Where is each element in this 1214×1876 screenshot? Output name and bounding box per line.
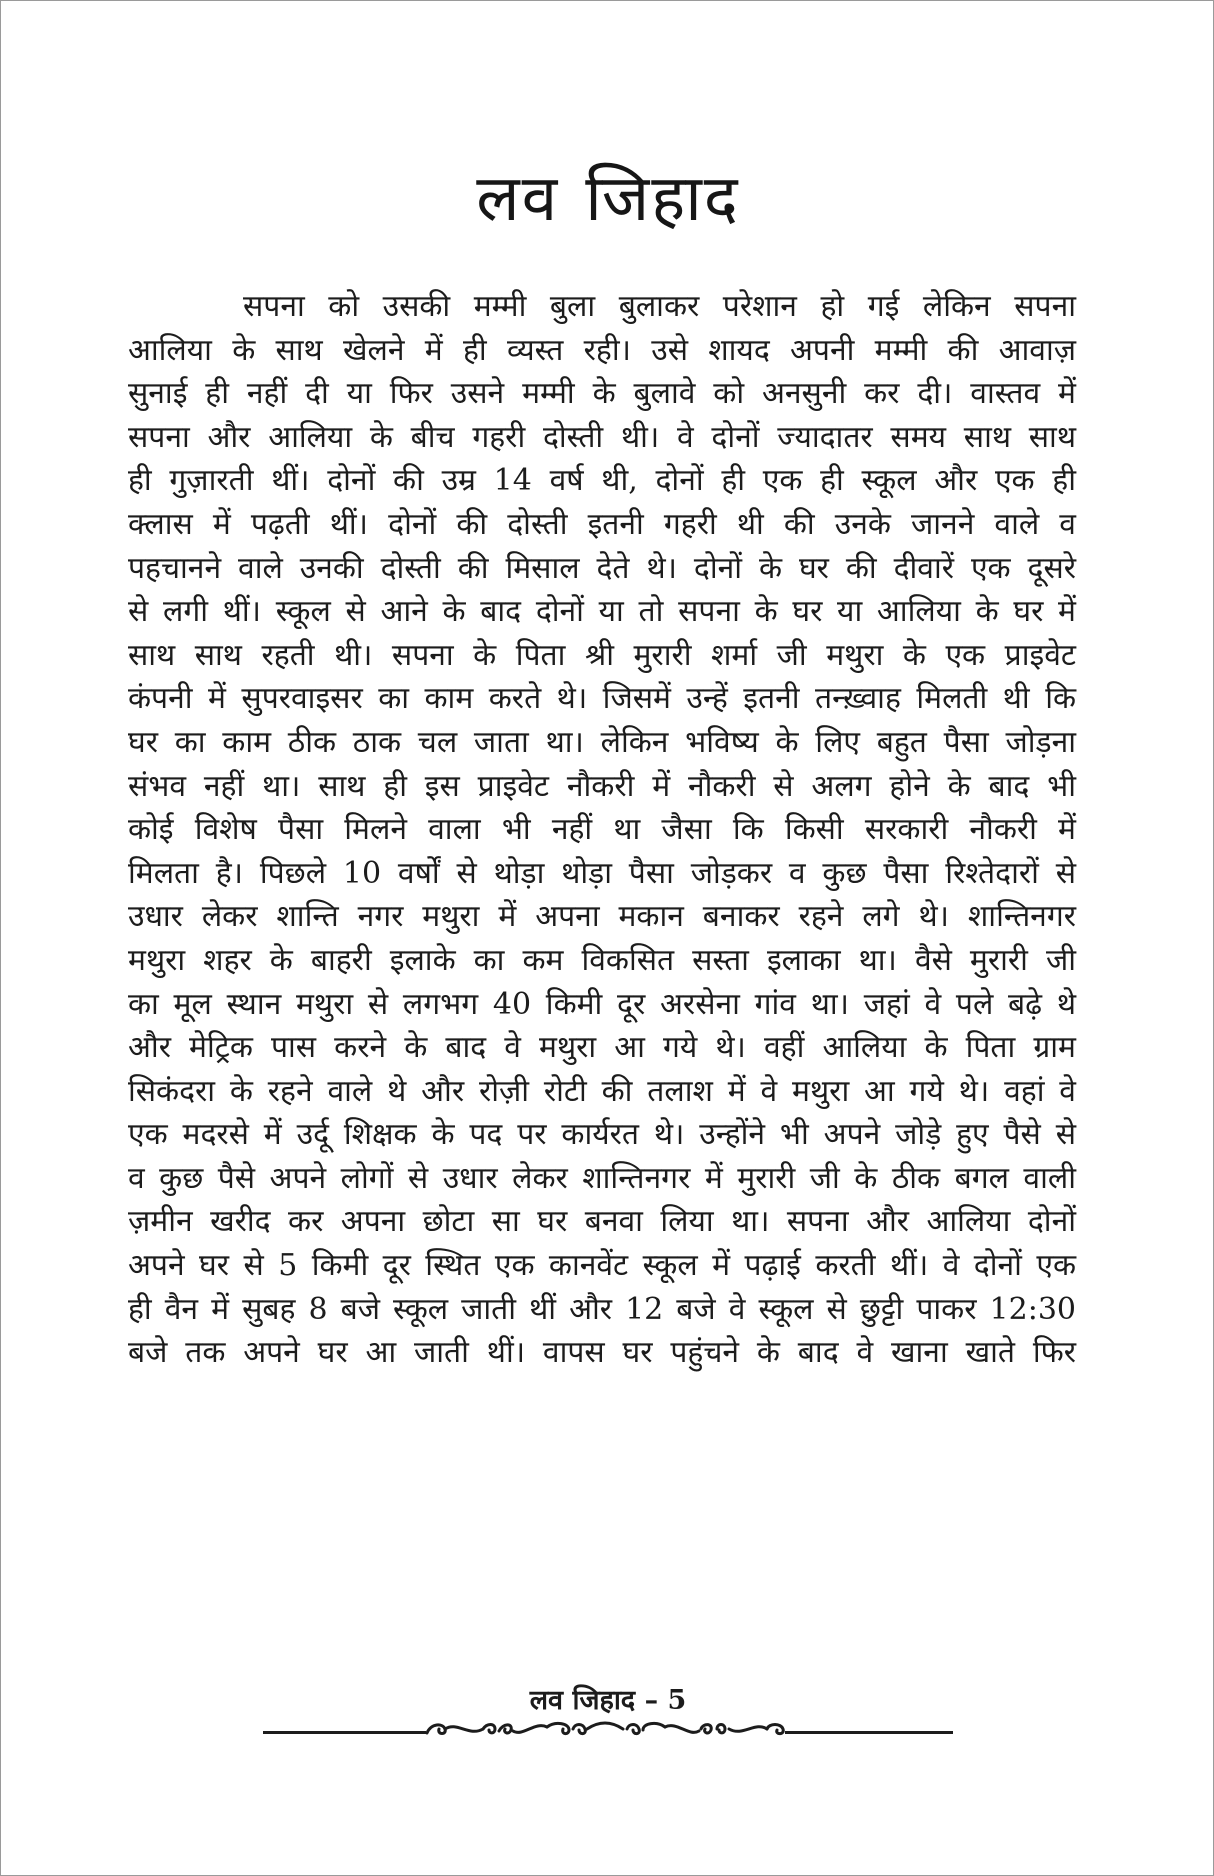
chapter-body — [128, 285, 1076, 1375]
body-line: संभव नहीं था। साथ ही इस प्राइवेट नौकरी में नौकरी से अलग होने के बाद भी — [128, 768, 1076, 804]
footer-rule-left — [263, 1731, 426, 1734]
body-line: अपने घर से 5 किमी दूर स्थित एक कानवेंट स्कूल में पढ़ाई करती थीं। वे दोनों एक — [128, 1248, 1076, 1284]
body-line: व कुछ पैसे अपने लोगों से उधार लेकर शान्तिनगर में मुरारी जी के ठीक बगल वाली — [128, 1160, 1076, 1196]
body-line: क्लास में पढ़ती थीं। दोनों की दोस्ती इतनी गहरी थी की उनके जानने वाले व — [128, 506, 1076, 542]
page-number: 5 — [667, 1685, 687, 1716]
body-line: बजे तक अपने घर आ जाती थीं। वापस घर पहुंचने के बाद वे खाना खाते फिर — [128, 1335, 1076, 1371]
chapter-title-word-2: जिहाद — [585, 162, 740, 236]
body-line: और मेट्रिक पास करने के बाद वे मथुरा आ गये थे। वहीं आलिया के पिता ग्राम — [128, 1030, 1076, 1066]
scroll-flourish-icon — [423, 1717, 789, 1741]
body-line: ही गुज़ारती थीं। दोनों की उम्र 14 वर्ष थी, दोनों ही एक ही स्कूल और एक ही — [128, 463, 1076, 499]
chapter-title-word-1: लव — [476, 162, 560, 236]
body-line: कंपनी में सुपरवाइसर का काम करते थे। जिसमें उन्हें इतनी तन्ख़्वाह मिलती थी कि — [128, 681, 1076, 717]
footer-ornamental-rule — [263, 1717, 953, 1741]
body-line: एक मदरसे में उर्दू शिक्षक के पद पर कार्यरत थे। उन्होंने भी अपने जोड़े हुए पैसे से — [128, 1117, 1076, 1153]
body-line: ही वैन में सुबह 8 बजे स्कूल जाती थीं और 12 बजे वे स्कूल से छुट्टी पाकर 12:30 — [128, 1291, 1076, 1327]
body-line: मिलता है। पिछले 10 वर्षों से थोड़ा थोड़ा पैसा जोड़कर व कुछ पैसा रिश्तेदारों से — [128, 855, 1076, 891]
body-line: सपना और आलिया के बीच गहरी दोस्ती थी। वे दोनों ज्यादातर समय साथ साथ — [128, 419, 1076, 455]
body-line: का मूल स्थान मथुरा से लगभग 40 किमी दूर अरसेना गांव था। जहां वे पले बढ़े थे — [128, 986, 1076, 1022]
running-footer-separator: – — [644, 1685, 659, 1716]
body-line: उधार लेकर शान्ति नगर मथुरा में अपना मकान बनाकर रहने लगे थे। शान्तिनगर — [128, 899, 1076, 935]
body-line: से लगी थीं। स्कूल से आने के बाद दोनों या तो सपना के घर या आलिया के घर में — [128, 594, 1076, 630]
footer-rule-right — [785, 1731, 953, 1734]
body-line: सिकंदरा के रहने वाले थे और रोज़ी रोटी की तलाश में वे मथुरा आ गये थे। वहां वे — [128, 1073, 1076, 1109]
chapter-title — [1, 159, 1214, 239]
running-footer-title: लव जिहाद — [529, 1685, 636, 1716]
body-line: मथुरा शहर के बाहरी इलाके का कम विकसित सस्ता इलाका था। वैसे मुरारी जी — [128, 942, 1076, 978]
body-line: सुनाई ही नहीं दी या फिर उसने मम्मी के बुलावे को अनसुनी कर दी। वास्तव में — [128, 376, 1076, 412]
body-line: आलिया के साथ खेलने में ही व्यस्त रही। उसे शायद अपनी मम्मी की आवाज़ — [128, 332, 1076, 368]
body-line: घर का काम ठीक ठाक चल जाता था। लेकिन भविष्य के लिए बहुत पैसा जोड़ना — [128, 724, 1076, 760]
body-line: पहचानने वाले उनकी दोस्ती की मिसाल देते थे। दोनों के घर की दीवारें एक दूसरे — [128, 550, 1076, 586]
body-line: कोई विशेष पैसा मिलने वाला भी नहीं था जैसा कि किसी सरकारी नौकरी में — [128, 812, 1076, 848]
body-line: सपना को उसकी मम्मी बुला बुलाकर परेशान हो गई लेकिन सपना — [243, 289, 1076, 324]
running-footer — [1, 1681, 1214, 1721]
body-line: साथ साथ रहती थी। सपना के पिता श्री मुरारी शर्मा जी मथुरा के एक प्राइवेट — [128, 637, 1076, 673]
body-line: ज़मीन खरीद कर अपना छोटा सा घर बनवा लिया था। सपना और आलिया दोनों — [128, 1204, 1076, 1240]
